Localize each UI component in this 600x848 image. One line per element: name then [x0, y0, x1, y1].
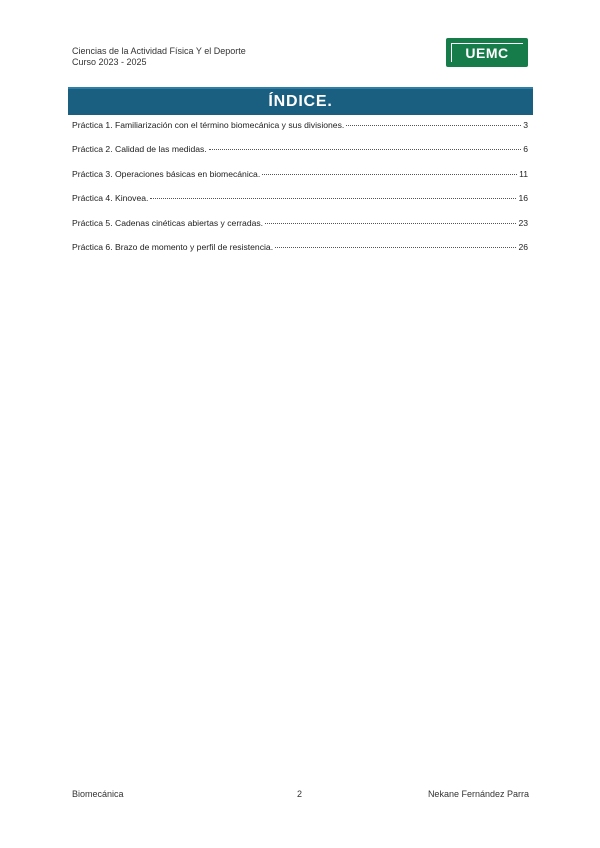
toc-entry-page: 26 — [518, 241, 528, 252]
toc-entry-label: Práctica 4. Kinovea. — [72, 193, 149, 204]
toc-leader-dots — [265, 223, 516, 224]
header-course: Curso 2023 - 2025 — [72, 57, 147, 67]
document-header — [72, 46, 246, 68]
table-of-contents — [72, 120, 528, 266]
footer-author: Nekane Fernández Parra — [427, 789, 529, 799]
toc-leader-dots — [346, 125, 521, 126]
toc-entry[interactable] — [72, 242, 528, 266]
header-degree: Ciencias de la Actividad Física Y el Deporte — [72, 46, 246, 56]
toc-entry-label: Práctica 1. Familiarización con el término biomecánica y sus divisiones. — [72, 120, 345, 130]
footer-page-number: 2 — [297, 789, 303, 799]
toc-entry-page: 6 — [523, 144, 528, 155]
toc-entry-page: 23 — [518, 217, 528, 228]
toc-entry[interactable] — [72, 169, 528, 193]
toc-entry-label: Práctica 3. Operaciones básicas en biomecánica. — [72, 168, 261, 179]
index-title: ÍNDICE. — [268, 93, 333, 110]
toc-entry-page: 16 — [518, 193, 528, 204]
logo-text: UEMC — [465, 44, 509, 61]
footer-subject: Biomecánica — [72, 789, 124, 799]
toc-entry-label: Práctica 2. Calidad de las medidas. — [72, 144, 207, 155]
toc-leader-dots — [262, 174, 517, 175]
toc-entry[interactable] — [72, 218, 528, 242]
toc-leader-dots — [150, 198, 516, 199]
toc-leader-dots — [275, 247, 516, 248]
index-title-bar — [68, 87, 533, 115]
toc-entry-page: 3 — [523, 120, 528, 130]
toc-entry-label: Práctica 5. Cadenas cinéticas abiertas y cerradas. — [72, 217, 264, 228]
toc-entry[interactable] — [72, 193, 528, 217]
toc-entry[interactable] — [72, 144, 528, 168]
uemc-logo — [446, 38, 528, 67]
toc-leader-dots — [209, 149, 522, 150]
toc-entry-page: 11 — [519, 168, 528, 179]
toc-entry-label: Práctica 6. Brazo de momento y perfil de resistencia. — [72, 241, 274, 252]
toc-entry[interactable] — [72, 120, 528, 144]
